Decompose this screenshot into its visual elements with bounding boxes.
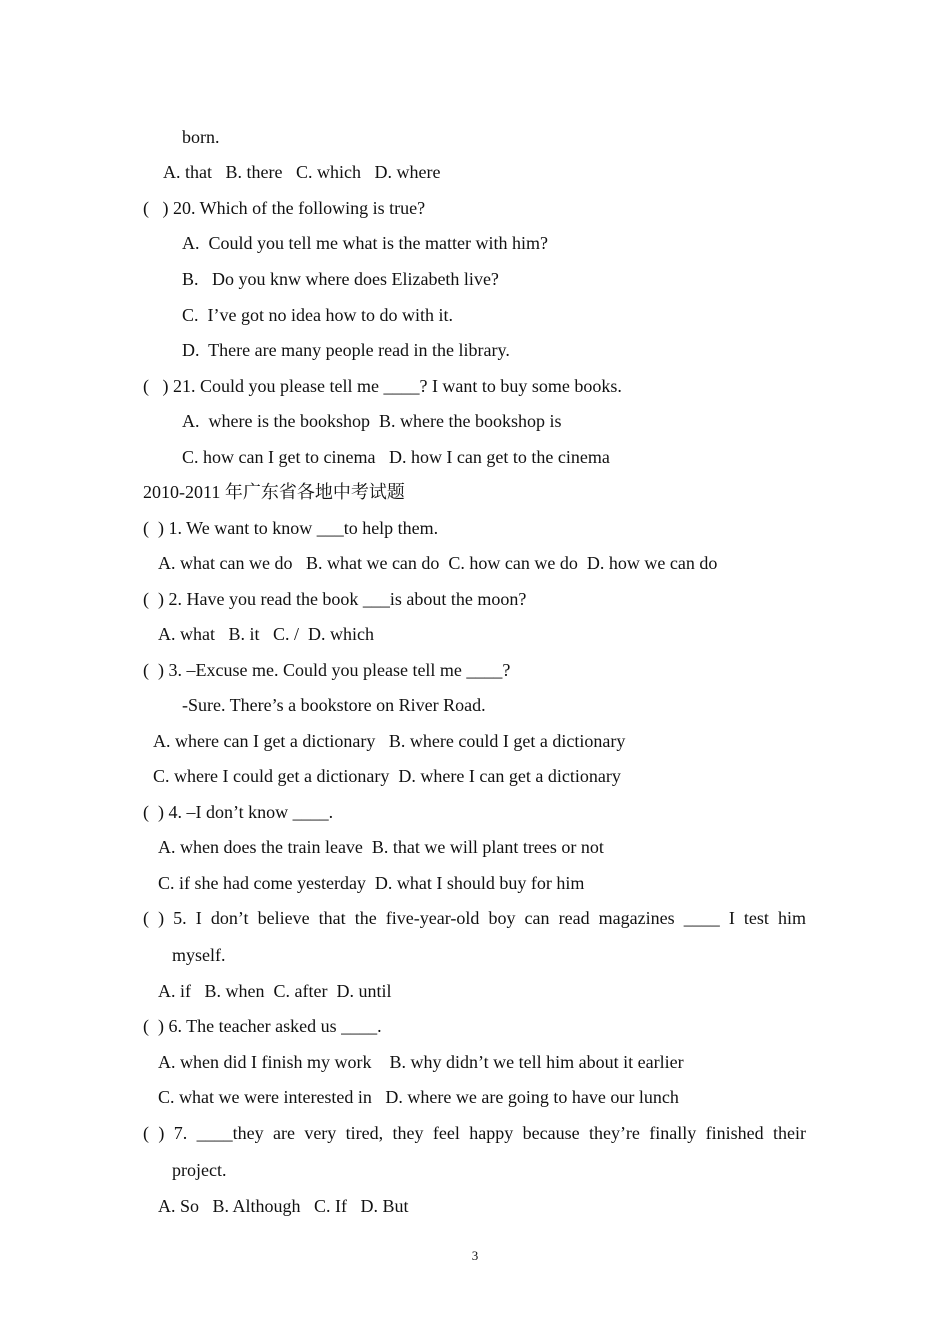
section-heading: 2010-2011 年广东省各地中考试题 — [143, 482, 405, 502]
option-line: C. how can I get to cinema D. how I can get to the cinema — [182, 447, 610, 467]
option-line: B. Do you knw where does Elizabeth live? — [182, 269, 499, 289]
option-line: A. when did I finish my work B. why didn’t we tell him about it earlier — [158, 1052, 684, 1072]
option-line: A. what can we do B. what we can do C. how can we do D. how we can do — [158, 553, 718, 573]
page-number: 3 — [471, 1248, 479, 1263]
question-line: ( ) 4. –I don’t know ____. — [143, 802, 334, 822]
option-line: A. where can I get a dictionary B. where could I get a dictionary — [153, 731, 626, 751]
question-line: ( ) 20. Which of the following is true? — [143, 198, 426, 218]
option-line: C. if she had come yesterday D. what I should buy for him — [158, 873, 585, 893]
question-line: ( ) 6. The teacher asked us ____. — [143, 1016, 382, 1036]
option-line: A. if B. when C. after D. until — [158, 981, 392, 1001]
option-line: C. I’ve got no idea how to do with it. — [182, 305, 453, 325]
option-line: A. what B. it C. / D. which — [158, 624, 374, 644]
option-line: A. where is the bookshop B. where the bookshop is — [182, 411, 562, 431]
option-line: A. when does the train leave B. that we will plant trees or not — [158, 837, 604, 857]
question-line: ( ) 21. Could you please tell me ____? I want to buy some books. — [143, 376, 622, 396]
option-line: A. So B. Although C. If D. But — [158, 1196, 409, 1216]
question-line: ( ) 2. Have you read the book ___is about the moon? — [143, 589, 527, 609]
text-line: project. — [172, 1160, 227, 1180]
text-line: -Sure. There’s a bookstore on River Road. — [182, 695, 486, 715]
option-line: C. what we were interested in D. where we are going to have our lunch — [158, 1087, 679, 1107]
question-line: ( ) 5. I don’t believe that the five-year-old boy can read magazines ____ I test him — [143, 908, 806, 928]
text-line: A. that B. there C. which D. where — [163, 162, 441, 182]
text-line: born. — [182, 127, 220, 147]
option-line: D. There are many people read in the library. — [182, 340, 510, 360]
question-line: ( ) 7. ____they are very tired, they feel happy because they’re finally finished their — [143, 1123, 806, 1143]
option-line: C. where I could get a dictionary D. where I can get a dictionary — [153, 766, 621, 786]
text-line: myself. — [172, 945, 226, 965]
question-line: ( ) 1. We want to know ___to help them. — [143, 518, 439, 538]
option-line: A. Could you tell me what is the matter with him? — [182, 233, 548, 253]
question-line: ( ) 3. –Excuse me. Could you please tell me ____? — [143, 660, 511, 680]
